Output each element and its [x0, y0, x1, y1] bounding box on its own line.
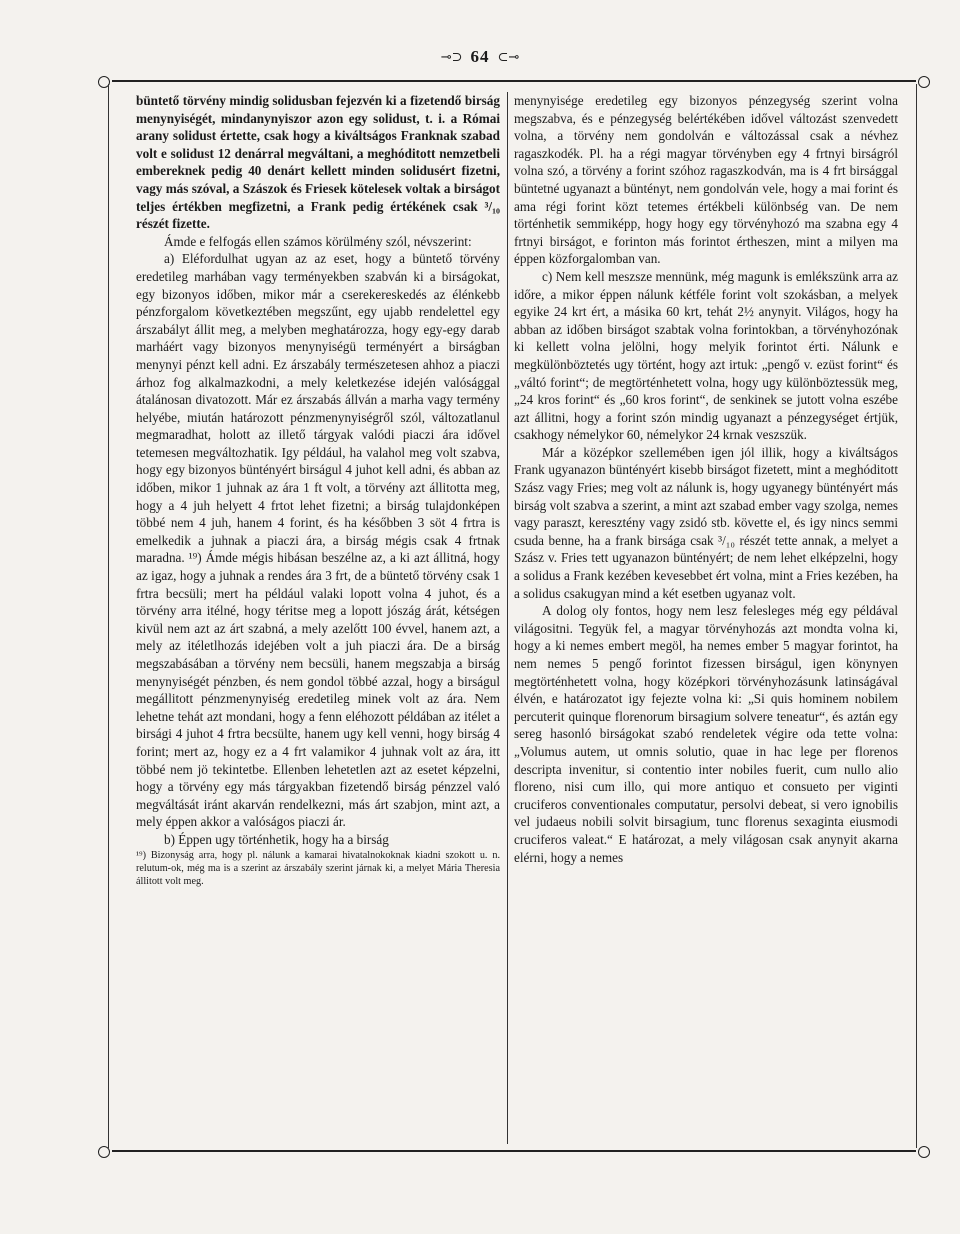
header-ornament-right: ⊂⊸	[497, 49, 520, 64]
page-number: 64	[470, 47, 490, 66]
paragraph-amde: Ámde e felfogás ellen számos körülmény szól, névszerint:	[164, 233, 472, 249]
right-border-rule	[916, 84, 917, 1148]
header-ornament-left: ⊸⊃	[440, 49, 463, 64]
paragraph-intro: büntető törvény mindig solidusban fejezvén ki a fizetendő birság menynyiségét, mindanynyiszor azon egy solidust, t. i. a Római arany solidust értette, csak hogy a kiváltságos Franknak szabad volt e solidust 12 denárral megváltani, a meghóditott nemzetbeli embereknek pedig 40 denárt kellett minden solidusért fizetni, vagy más szóval, a Szászok és Friesek kötelesek voltak a birságot teljes értékben megfizetni, a Frank pedig értékének csak ³/₁₀ részét fizette.	[136, 93, 500, 232]
paragraph-b: b) Éppen ugy történhetik, hogy ha a birság	[164, 831, 389, 847]
page-header	[0, 40, 960, 74]
paragraph-dolog: A dolog oly fontos, hogy nem lesz felesleges még egy példával világositni. Tegyük fel, a magyar törvényhozás azt mondta volna ki, hogy a ki nemes embert megöl, ha nemes ember 5 magyar forintot, ha nem nemes 5 pengő forintot fizessen birságul, igen könynyen megtörténhetett volna, hogy középkori törvényhozásunk latinságával élvén, e határozatot igy fejezte volna ki: „Si quis hominem nobilem percuterit quinque florenorum birsagium solvere teneatur“, és aztán egy sereg hasonló birságokat szabó rendeletek végire oda tette volna: „Volumus autem, ut omnis solutio, quae in hac lege per florenos descripta invenitur, si contentio inter nobiles fuerit, cum nullo alio floreno, nisi cum illo, qui more antiquo et consueto per viginti cruciferos conventionales computatur, persolvi debeat, si vero ignobilis vel judaeus nobili solvit birsagium, tunc florenus sexaginta eiusmodi cruciferos valeat.“ E határozat, a mely világosan csak anynyit akarna elérni, hogy a nemes	[514, 603, 898, 865]
top-rule	[112, 80, 916, 82]
paragraph-continuation: menynyisége eredetileg egy bizonyos pénzegység szerint volna megszabva, és e pénzegység belértékében idővel változást szenvedett volna, a törvény nem gondolván e változással csak a névhez ragaszkodék. Pl. ha a régi magyar törvényben egy 4 frtnyi birságról volna szó, a törvény a forint szóhoz ragaszkodván, ma is 4 frt birsággal büntetné ugyanazt a büntényt, nem gondolván vele, hogy a mai forint és ama régi forint közt tetemes értékbeli különbség van. De nem történhetik semmiképp, hogy hogy egy törvényhozó ma szabna egy 4 frtnyi birságot, e forinton más forintot értheszen, mint a milyen ma éppen közforgalomban van.	[514, 93, 898, 267]
left-column	[136, 92, 500, 1146]
paragraph-c: c) Nem kell meszsze mennünk, még magunk is emlékszünk arra az időre, a mikor éppen nálunk kétféle forint volt szokásban, a melyek egyike 24 krt ért, a másika 60 krt, tehát 2½ anynyit. Világos, hogy ha abban az időben birságot szabtak volna forintokban, a törvényhozónak ki kellett volna jelölni, hogy melyik forintot érti. Nálunk e megkülönböztetés ugy történt, hogy azt irtuk: „pengő v. ezüst forint“ és „váltó forint“; de megtörténhetett volna, hogy ugy különböztessük meg, „24 kros forint“ és „60 kros forint“, de senkinek se jutott volna eszébe azt állitni, hogy a forint szón mindig ugyanazt a pénzegységet értjük, csakhogy némelykor 60, némelykor 24 krnak veszszük.	[514, 268, 898, 443]
right-column	[514, 92, 898, 1146]
paragraph-kozepkor: Már a középkor szellemében igen jól illik, hogy a kiváltságos Frank ugyanazon büntényért kisebb birságot fizetett, mint a meghóditott Szász vagy Fries; meg volt az nálunk is, hogy ugyanegy büntényért más birság volt szabva a szerint, a mint azt szabad ember vagy szolga, nemes vagy paraszt, keresztény vagy zsidó stb. követte el, és igy nincs semmi csuda benne, ha a frank birsága csak ³/₁₀ részét tette annak, a melyet a Szász v. Fries tett ugyanazon büntényért; de nem lehet elképzelni, hogy a solidus a Frank kezében kevesebbet ért volna, mint a Fries kezében, ha a solidus csakugyan mind a két esetben ugyanaz volt.	[514, 444, 898, 601]
bottom-rule	[112, 1150, 916, 1152]
column-divider	[507, 92, 508, 1144]
left-border-rule	[108, 84, 109, 1148]
footnote: ¹⁹) Bizonyság arra, hogy pl. nálunk a kamarai hivatalnokoknak kiadni szokott u. n. relutum-ok, még ma is a szerint az árszabály szerint járnak ki, a melyet Mária Theresia állitott volt meg.	[136, 849, 500, 887]
paragraph-a: a) Eléfordulhat ugyan az az eset, hogy a büntető törvény eredetileg marhában vagy terményekben szabván ki a birságokat, egy bizonyos időben, mikor már a cserekereskedés az élénkebb pénzforgalom következtében megszűnt, egy ujabb rendelettel egy árszabályt állit meg, a melyben meghatározza, hogy egy-egy darab marháért vagy bizonyos menynyiségü terményért a birságban menynyi pénzt kell adni. Ez árszabály természetesen ahhoz a piaczi árhoz fog alkalmazkodni, a mely keletkezése idején valósággal átalánosan divatozott. Már ez árszabás állván a marha vagy termény helyébe, miután határozott pénzmenynyiségről szól, változatlanul megmaradhat, holott az illető tárgyak valódi piaczi ára idővel tetemesen megváltozhatik. Igy például, ha valahol meg volt szabva, hogy egy bizonyos büntényért birságul 4 juhot kell adni, és abban az időben, mikor 1 juhnak az ára 1 ft volt, a törvény azt állitotta meg, hogy a 4 juh helyett 4 frtot lehet fizetni; a birság tulajdonképen többé nem 4 juh, hanem 4 forint, és ha későbben 3 söt 4 frtra is emelkedik a juhnak a piaczi ára, a birság mégis csak 4 frtnak maradna. ¹⁹) Ámde mégis hibásan beszélne az, a ki azt állitná, hogy az igaz, hogy a juhnak a rendes ára 3 frt, de a büntető törvény csak 1 frtra becsüli; mert ha például valaki lopott volna 4 juhot, és a törvény arra itélné, hogy téritse meg a lopott jószág árát, kétségen kivül nem azt az árt szabná, a mely azelőtt 100 évvel, hanem azt, a mely az itéletlhozás idejében volt a juh piaczi ára. De a birság megszabásában a törvény nem becsüli, hanem megszabja a birság menynyiségét pénzben, és nem gondol többé azzal, hogy a birságul megállitott pénzmenynyiség eredetileg minek volt az ára. Nem lehetne tehát azt mondani, hogy a fenn eléhozott példában az itélet a birsági 4 juhot 4 frtra becsülte, hanem ugy kell venni, hogy birság 4 forint; mert az, hogy ez a 4 frt valamikor 4 juhnak volt az ára, itt többé nem jö tekintetbe. Ellenben lehetetlen azt az esetet képzelni, hogy a törvény egy más tárgyakban fizetendő birság pénzzel való megváltását iránt akarván rendelkezni, más árt szabjon, mint azt, a mely éppen akkor a valóságos piaczi ár.	[136, 251, 500, 830]
